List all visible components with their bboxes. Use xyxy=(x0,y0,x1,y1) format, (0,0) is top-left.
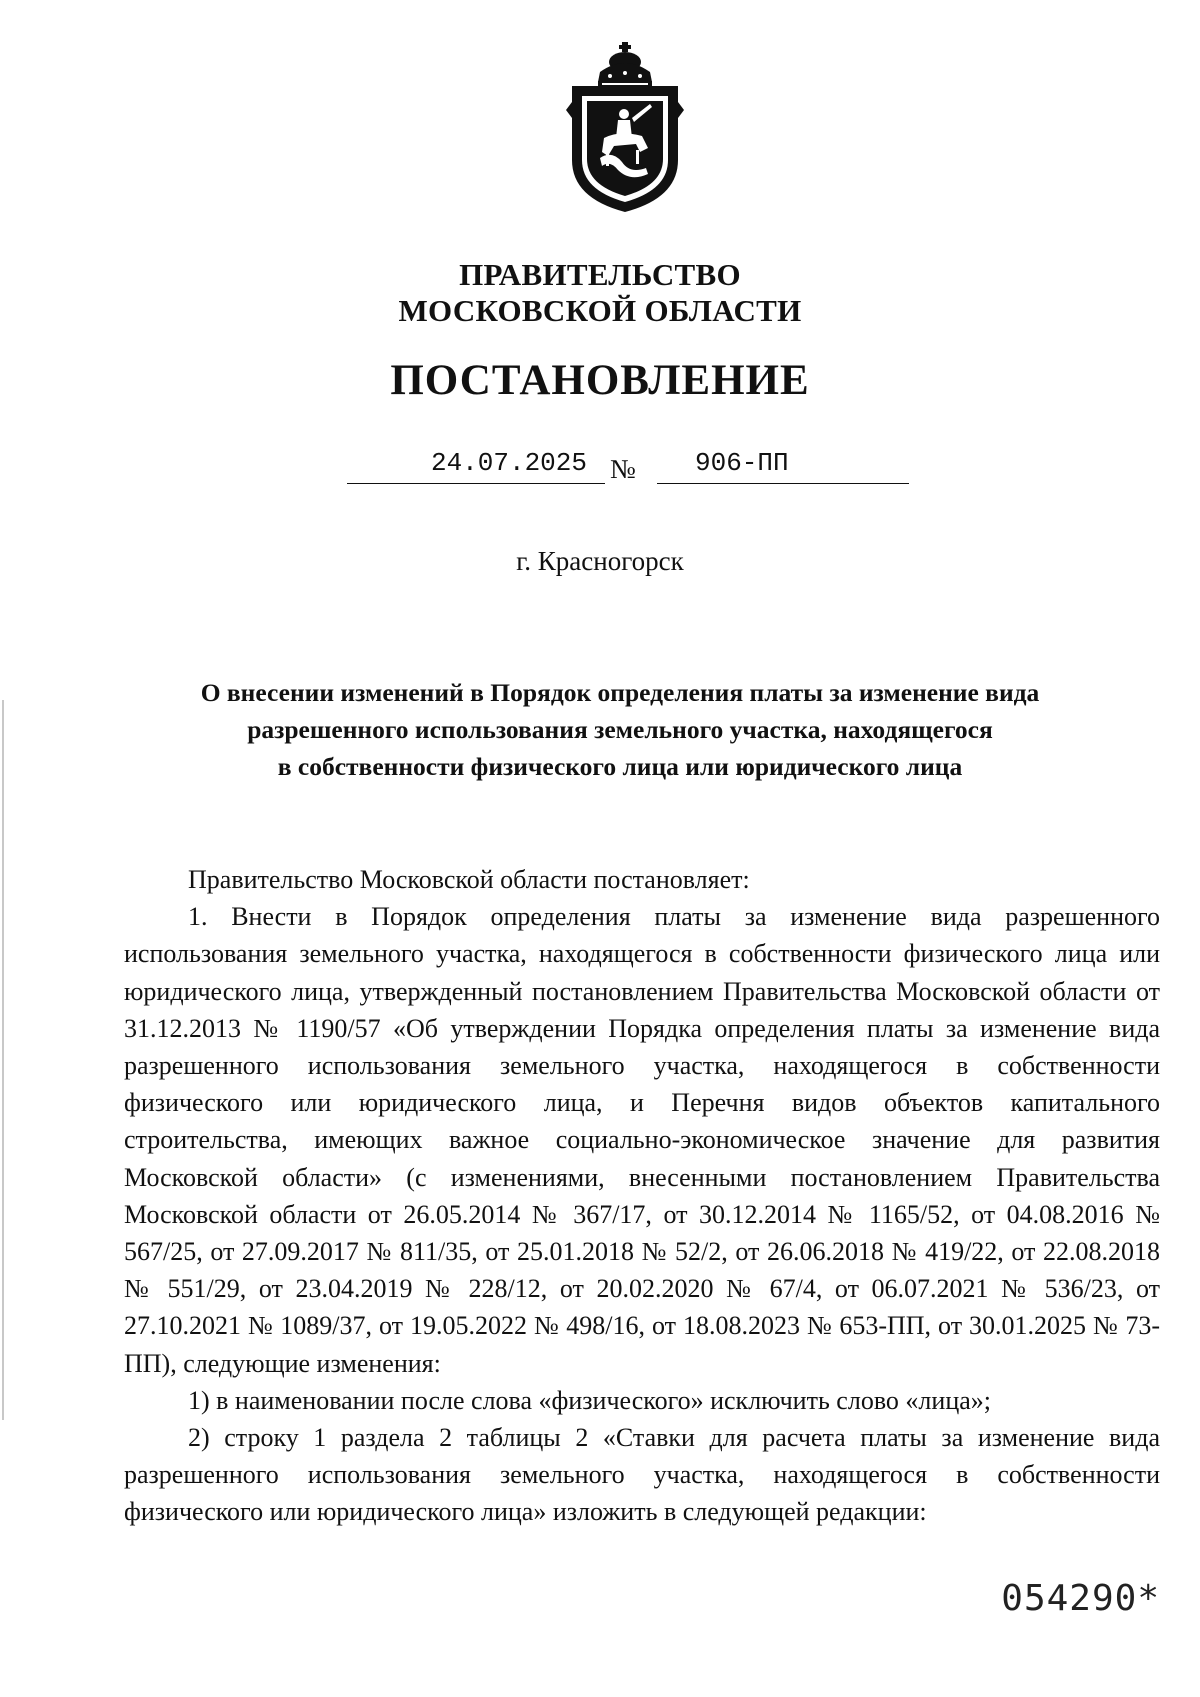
number-sign: № xyxy=(610,454,636,484)
subject-line: О внесении изменений в Порядок определения платы за изменение вида xyxy=(200,678,1040,707)
decree-date: 24.07.2025 xyxy=(347,446,605,484)
registration-row xyxy=(0,446,1200,486)
government-name-line2: МОСКОВСКОЙ ОБЛАСТИ xyxy=(398,293,802,328)
decree-body xyxy=(124,861,1160,1531)
subitem-2-paragraph: 2) строку 1 раздела 2 таблицы 2 «Ставки для расчета платы за изменение вида разрешенного использования земельного участка, находящегося в собственности физического или юридического лица» изложить в следующей редакции: xyxy=(124,1423,1160,1527)
coat-of-arms-emblem xyxy=(560,40,690,216)
subject-line: в собственности физического лица или юридического лица xyxy=(277,752,963,781)
document-type-title: ПОСТАНОВЛЕНИЕ xyxy=(390,357,810,404)
serial-number-stamp: 054290* xyxy=(1001,1578,1160,1619)
item-1-paragraph: 1. Внести в Порядок определения платы за изменение вида разрешенного использования земельного участка, находящегося в собственности физического лица или юридического лица, утвержденный постановлением Правительства Московской области от 31.12.2013 № 1190/57 «Об утверждении Порядка определения платы за изменение вида разрешенного использования земельного участка, находящегося в собственности физического или юридического лица, и Перечня видов объектов капитального строительства, имеющих важное социально-экономическое значение для развития Московской области» (с изменениями, внесенными постановлением Правительства Московской области от 26.05.2014 № 367/17, от 30.12.2014 № 1165/52, от 04.08.2016 № 567/25, от 27.09.2017 № 811/35, от 25.01.2018 № 52/2, от 26.06.2018 № 419/22, от 22.08.2018 № 551/29, от 23.04.2019 № 228/12, от 20.02.2020 № 67/4, от 06.07.2021 № 536/23, от 27.10.2021 № 1089/37, от 19.05.2022 № 498/16, от 18.08.2023 № 653-ПП, от 30.01.2025 № 73-ПП), следующие изменения: xyxy=(124,902,1160,1378)
subject-line: разрешенного использования земельного участка, находящегося xyxy=(247,715,993,744)
decree-subject xyxy=(130,674,1110,785)
decree-number: 906-ПП xyxy=(657,446,909,484)
subitem-1-paragraph: 1) в наименовании после слова «физического» исключить слово «лица»; xyxy=(188,1385,991,1415)
issuing-city: г. Красногорск xyxy=(516,546,684,576)
government-name-line1: ПРАВИТЕЛЬСТВО xyxy=(459,257,741,292)
scan-edge-line xyxy=(2,700,4,1420)
preamble-paragraph: Правительство Московской области постановляет: xyxy=(188,865,750,894)
